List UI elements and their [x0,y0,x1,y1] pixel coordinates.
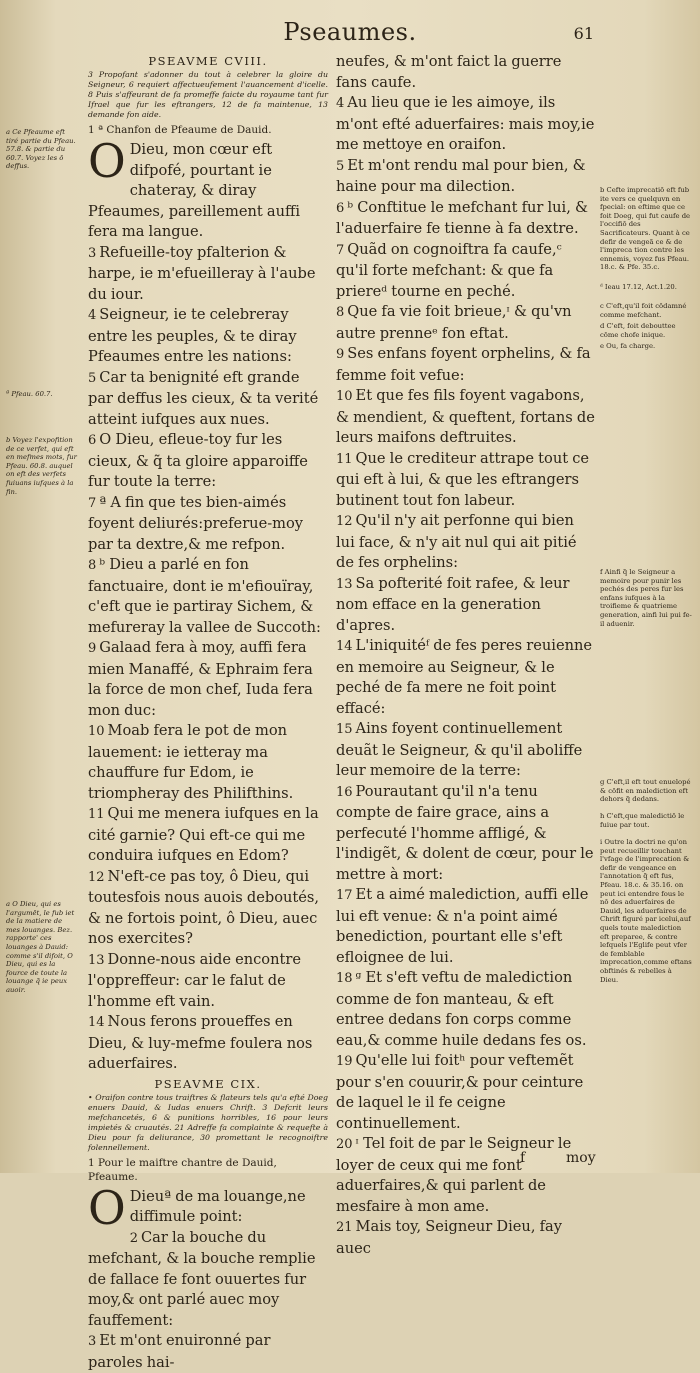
verse: 4 Au lieu que ie les aimoye, ils m'ont efté aduerfaires: mais moy,ie me mettoye en oraifon. [336,94,595,153]
verse [336,1281,596,1303]
psalm-109-heading: PSEAVME CIX. [154,1076,262,1091]
verse: 9 Ses enfans foyent orphelins, & fa femme foit vefue: [336,345,591,384]
psalm-108-argument: 3 Propofant s'adonner du tout à celebrer la gloire du Seigneur, 6 requiert affectueufement l'auancement d'icelle. 8 Puis s'affeurant de fa promeffe faicte du royaume tant fur Ifrael que fur les eftrangers, 12 de fa maintenue, 13 demande fon aide. [88,70,328,119]
margin-note-left-a: a Ce Pfeaume eft tiré partie du Pfeau. 57.8. & partie du 60.7. Voyez les ō deffus. [6,128,76,171]
margin-note-right-f: f Ainfi q̃ le Seigneur a memoire pour punir les pechés des peres fur les enfans iufques à la troifieme & quatrieme generation, ainfi lui pui fe-il aduenir. [600,568,692,628]
margin-note-right-b: b Cefte imprecatiō eft fub ite vers ce quelquvn en fpecial: on eftime que ce foit Doeg, qui fut caufe de l'occifiō des Sacrificateurs. Quant à ce defir de vengeã ce & de l'impreca tion contre les ennemis, voyez fus Pfeau. 18.c. & Pfe. 35.c. [600,186,691,272]
verse: 17 Et a aimé malediction, auffi elle lui eft venue: & n'a point aimé benediction, pourtant elle s'eft efloignee de lui. [336,886,589,966]
verse: 4 Seigneur, ie te celebreray entre les peuples, & te diray Pfeaumes entre les nations: [88,306,297,365]
verse: 13 Sa pofterité foit rafee, & leur nom efface en la generation d'apres. [336,574,570,634]
verse: neufes, & m'ont faict la guerre fans caufe. [336,53,562,91]
verse: 5 Car ta benignité eft grande par deffus les cieux, & ta verité atteint iufques aux nues. [88,368,319,428]
verse: 16 Pourautant qu'il n'a tenu compte de faire grace, ains a perfecuté l'homme affligé, & l'indigẽt, & dolent de cœur, pour le mettre à mort: [336,782,594,883]
signature-mark: f [520,1150,526,1166]
verse: 11 Que le crediteur attrape tout ce qui eft à lui, & que les eftrangers butinent tout fon labeur. [336,449,590,509]
psalm-109-argument: • Oraifon contre tous traiftres & flateurs tels qu'a efté Doeg enuers Dauid, & Iudas enuers Chrift. 3 Defcrit leurs mefchancetés, 6 & punitions horribles, 16 pour leurs impietés & cruautés. 21 Adreffe fa complainte & requefte à Dieu pour fa deliurance, 30 promettant le recognoiftre folennellement. [88,1092,328,1152]
drop-cap-o: O [88,1180,126,1235]
verse: O Dieuª de ma louange,ne diffimule point: [88,1180,306,1235]
psalm-108-heading: PSEAVME CVIII. [148,54,268,68]
margin-note-right-h: h C'eft,que maledictiō le fuiue par tout. [600,812,685,829]
page-number: 61 [573,24,594,43]
catchword: moy [566,1150,596,1166]
margin-note-left-a2: a O Dieu, qui es l'argumēt, le fub iet de la matiere de mes louanges. Bez. rapporte' ces louanges à Dauid: comme s'il difoit, O Dieu, qui es la fource de toute la louange q̃ ie peux auoir. [6,900,75,994]
margin-note-left-b: b Voyez l'expofition de ce verfet, qui eft en mefmes mots, fur Pfeau. 60.8. auquel on eft des verfets fuiuans iufques à la fin. [6,436,77,496]
verse: 11 Qui me menera iufques en la cité garnie? Qui eft-ce qui me conduira iufques en Edom? [88,805,319,864]
verse: 14 Nous ferons proueffes en Dieu, & luy-mefme foulera nos aduerfaires. [88,1013,313,1072]
verse: 8 ᵇ Dieu a parlé en fon fanctuaire, dont ie m'efiouïray, c'eft que ie partiray Sichem, & mefureray la vallee de Succoth: [88,556,321,636]
verse: 13 Donne-nous aide encontre l'oppreffeur: car le falut de l'homme eft vain. [88,950,301,1010]
verse: 12 N'eft-ce pas toy, ô Dieu, qui toutesfois nous auois deboutés, & ne fortois point, ô Dieu, auec nos exercites? [88,867,320,947]
left-column [88,52,328,1373]
margin-note-right-d: d C'eft, foit debouttee cōme chofe inique. [600,322,676,339]
verse: 15 Ains foyent continuellement deuãt le Seigneur, & qu'il aboliffe leur memoire de la terre: [336,720,583,779]
verse: 19 Qu'elle lui foitʰ pour veftemẽt pour s'en couurir,& pour ceinture de laquel le il fe ceigne continuellement. [336,1052,584,1132]
verse: 3 Et m'ont enuironné par paroles hai- [88,1332,271,1371]
verse: 14 L'iniquitéᶠ de fes peres reuienne en memoire au Seigneur, & le peché de fa mere ne foit point effacé: [336,637,593,717]
margin-note-right-ref: ᵈ Ieau 17.12, Act.1.20. [600,283,677,291]
verse: 8 Que fa vie foit brieue,ᶦ & qu'vn autre prenneᵉ fon eftat. [336,303,572,342]
margin-note-right-c: c C'eft,qu'il foit cōdamné comme mefchant. [600,302,687,319]
psalm-108-superscription: 1 ª Chanfon de Pfeaume de Dauid. [88,124,272,136]
margin-note-right-g: g C'eft,il eft tout enuelopé & cōfit en malediction eft dehors q̃ dedans. [600,778,691,804]
margin-note-right-i: i Outre la doctri ne qu'on peut recueillir touchant l'vfage de l'imprecation & defir de vengeance en l'annotation q̃ eft fus, Pfeau. 18.c. & 35.16. on peut ici entendre fous le nō des aduerfaires de Dauid, les aduerfaires de Chrift figuré par icelui,auf quels toute malediction eft preparee, & contre lefquels l'Eglife peut vfer de femblable imprecation,comme eftans obftinés & rebelles à Dieu. [600,838,692,984]
verse: 7 Quãd on cognoiftra fa caufe,ᶜ qu'il forte mefchant: & que fa priereᵈ tourne en peché. [336,240,562,300]
verse: 21 Mais toy, Seigneur Dieu, fay auec [336,1218,562,1257]
margin-note-left-ref: ª Pfeau. 60.7. [6,390,53,398]
margin-note-right-e: e Ou, fa charge. [600,342,656,350]
running-title: Pseaumes. [283,18,417,46]
running-head [0,18,700,50]
verse: 5 Et m'ont rendu mal pour bien, & haine pour ma dilection. [336,156,586,195]
verse: 18 ᵍ Et s'eft veftu de malediction comme de fon manteau, & eft entree dedans fon corps comme eau,& comme huile dedans fes os. [336,969,587,1049]
verse: 20 ᶦ Tel foit de par le Seigneur le loyer de ceux qui me font aduerfaires,& qui parlent de mesfaire à mon ame. [336,1135,572,1215]
verse: 10 Moab fera le pot de mon lauement: ie ietteray ma chauffure fur Edom, ie triompheray des Philifthins. [88,722,294,802]
verse: 10 Et que fes fils foyent vagabons, & mendient, & queftent, fortans de leurs maifons deftruites. [336,387,595,446]
psalm-109-superscription: 1 Pour le maiftre chantre de Dauid, Pfeaume. [88,1156,277,1183]
verse: 12 Qu'il n'y ait perfonne qui bien lui face, & n'y ait nul qui ait pitié de fes orphelins: [336,512,577,571]
verse: 9 Galaad fera à moy, auffi fera mien Manaffé, & Ephraim fera la force de mon chef, Iuda fera mon duc: [88,639,313,719]
verse: 6 O Dieu, efleue-toy fur les cieux, & q̃ ta gloire apparoiffe fur toute la terre: [88,431,308,490]
verse [336,1259,596,1281]
verse: O Dieu, mon cœur eft difpofé, pourtant ie chateray, & diray Pfeaumes, pareillement auffi fera ma langue. [88,134,301,240]
verse: 6 ᵇ Conftitue le mefchant fur lui, & l'aduerfaire fe tienne à fa dextre. [336,198,588,237]
right-column [336,52,596,1302]
drop-cap-o: O [88,134,126,188]
verse: 3 Refueille-toy pfalterion & harpe, ie m'efueilleray à l'aube du iour. [88,243,316,303]
verse: 2 Car la bouche du mefchant, & la bouche remplie de fallace fe font ouuertes fur moy,& ont parlé auec moy fauffement: [88,1228,316,1329]
verse: 7 ª A fin que tes bien-aimés foyent deliurés:preferue-moy par ta dextre,& me refpon. [88,493,304,553]
